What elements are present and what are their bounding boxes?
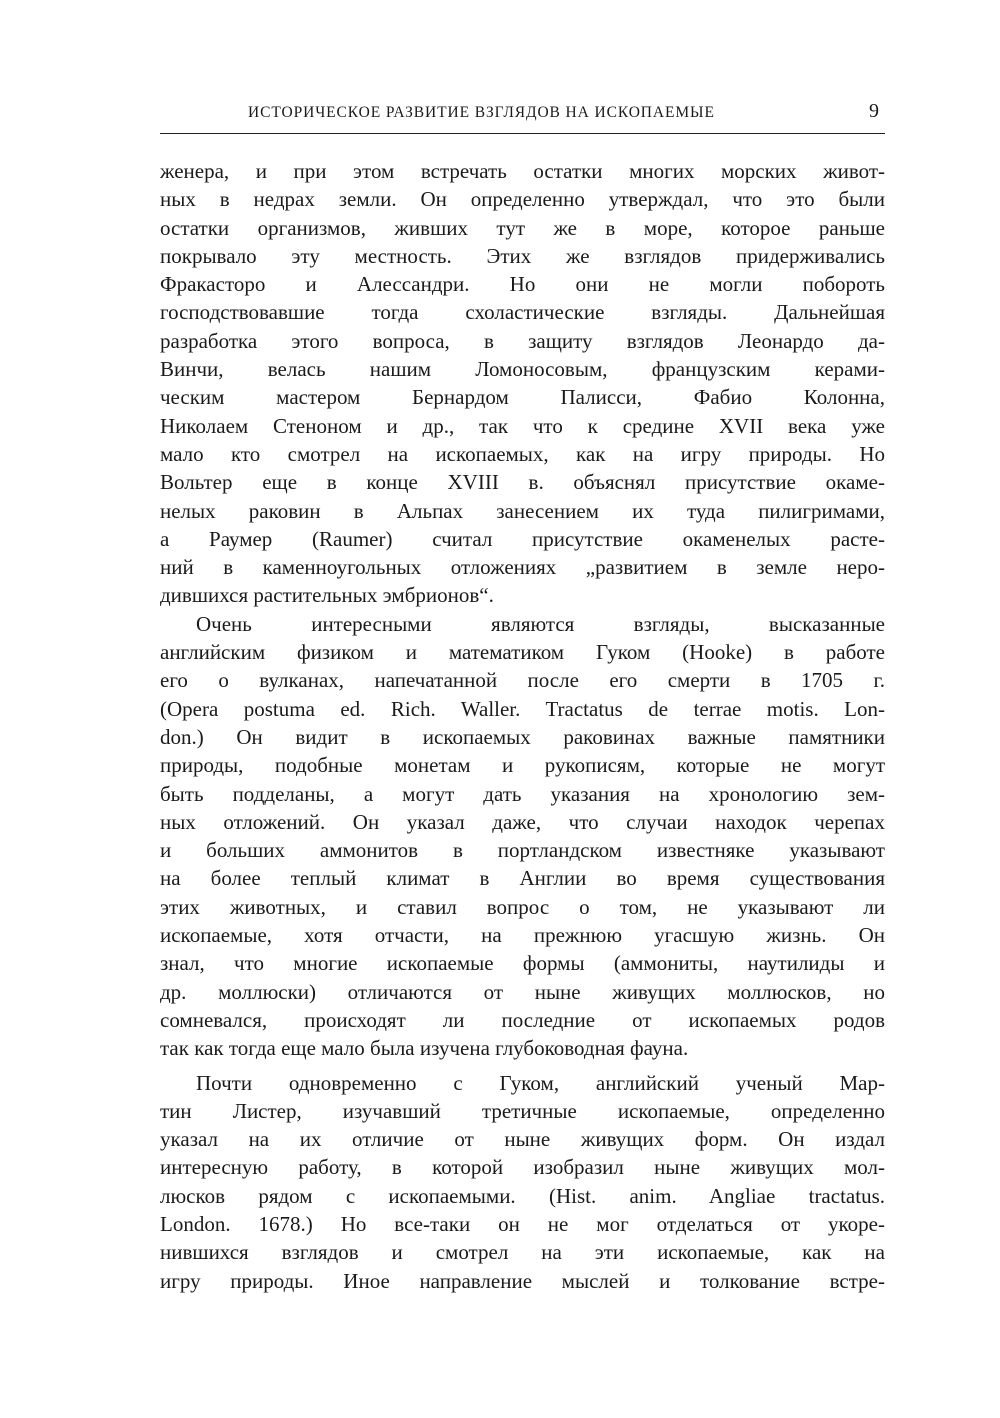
text-line: игру природы. Иное направление мыслей и толкование встре- [160, 1268, 885, 1293]
text-line: Винчи, велась нашим Ломоносовым, французским керами- [160, 357, 885, 382]
text-line: природы, подобные монетам и рукописям, которые не могут [160, 753, 885, 778]
text-line: на более теплый климат в Англии во время существования [160, 866, 885, 891]
text-line: его о вулканах, напечатанной после его смерти в 1705 г. [160, 668, 885, 693]
text-line: остатки организмов, живших тут же в море, которое раньше [160, 215, 885, 240]
text-line: тин Листер, изучавший третичные ископаемые, определенно [160, 1098, 885, 1123]
text-line: покрывало эту местность. Этих же взглядов придерживались [160, 243, 885, 268]
text-line: Вольтер еще в конце XVIII в. объяснял присутствие окаме- [160, 470, 885, 495]
text-line: господствовавшие тогда схоластические взгляды. Дальнейшая [160, 300, 885, 325]
text-line: London. 1678.) Но все-таки он не мог отделаться от укоре- [160, 1211, 885, 1236]
text-line: люсков рядом с ископаемыми. (Hist. anim. Angliae tractatus. [160, 1183, 885, 1208]
text-line: сомневался, происходят ли последние от ископаемых родов [160, 1007, 885, 1032]
text-line: и больших аммонитов в портландском известняке указывают [160, 838, 885, 863]
text-line: ископаемые, хотя отчасти, на прежнюю угасшую жизнь. Он [160, 923, 885, 948]
text-line: др. моллюски) отличаются от ныне живущих моллюсков, но [160, 979, 885, 1004]
body-text [160, 157, 885, 1295]
text-line: быть подделаны, а могут дать указания на хронологию зем- [160, 781, 885, 806]
text-line: ний в каменноугольных отложениях „развитием в земле неро- [160, 555, 885, 580]
text-line: нившихся взглядов и смотрел на эти ископаемые, как на [160, 1240, 885, 1265]
text-line: указал на их отличие от ныне живущих форм. Он издал [160, 1127, 885, 1152]
text-line: Николаем Стеноном и др., так что к средине XVII века уже [160, 413, 885, 438]
text-line: дившихся растительных эмбрионов“. [160, 583, 494, 608]
paragraph-start-line: Очень интересными являются взгляды, высказанные [196, 611, 885, 636]
paragraph-start-line: Почти одновременно с Гуком, английский ученый Мар- [196, 1070, 885, 1095]
header-rule [160, 133, 885, 134]
running-title: ИСТОРИЧЕСКОЕ РАЗВИТИЕ ВЗГЛЯДОВ НА ИСКОПАЕМЫЕ [248, 104, 715, 121]
text-line: Фракасторо и Алессандри. Но они не могли побороть [160, 272, 885, 297]
text-line: а Раумер (Raumer) считал присутствие окаменелых расте- [160, 526, 885, 551]
text-line: ных отложений. Он указал даже, что случаи находок черепах [160, 809, 885, 834]
text-line: ческим мастером Бернардом Палисси, Фабио Колонна, [160, 385, 885, 410]
text-line: (Opera postuma ed. Rich. Waller. Tractatus de terrae motis. Lon- [160, 696, 885, 721]
text-line: don.) Он видит в ископаемых раковинах важные памятники [160, 724, 885, 749]
text-line: нелых раковин в Альпах занесением их туда пилигримами, [160, 498, 885, 523]
text-line: разработка этого вопроса, в защиту взглядов Леонардо да- [160, 328, 885, 353]
text-line: этих животных, и ставил вопрос о том, не указывают ли [160, 894, 885, 919]
text-line: знал, что многие ископаемые формы (аммониты, наутилиды и [160, 951, 885, 976]
text-line: так как тогда еще мало была изучена глубоководная фауна. [160, 1036, 689, 1061]
page-number: 9 [869, 100, 879, 122]
text-line: ных в недрах земли. Он определенно утверждал, что это были [160, 187, 885, 212]
text-line: мало кто смотрел на ископаемых, как на игру природы. Но [160, 441, 885, 466]
text-line: женера, и при этом встречать остатки многих морских живот- [160, 159, 885, 183]
text-line: интересную работу, в которой изобразил ныне живущих мол- [160, 1155, 885, 1180]
running-head [160, 100, 885, 130]
text-line: английским физиком и математиком Гуком (Hooke) в работе [160, 640, 885, 665]
